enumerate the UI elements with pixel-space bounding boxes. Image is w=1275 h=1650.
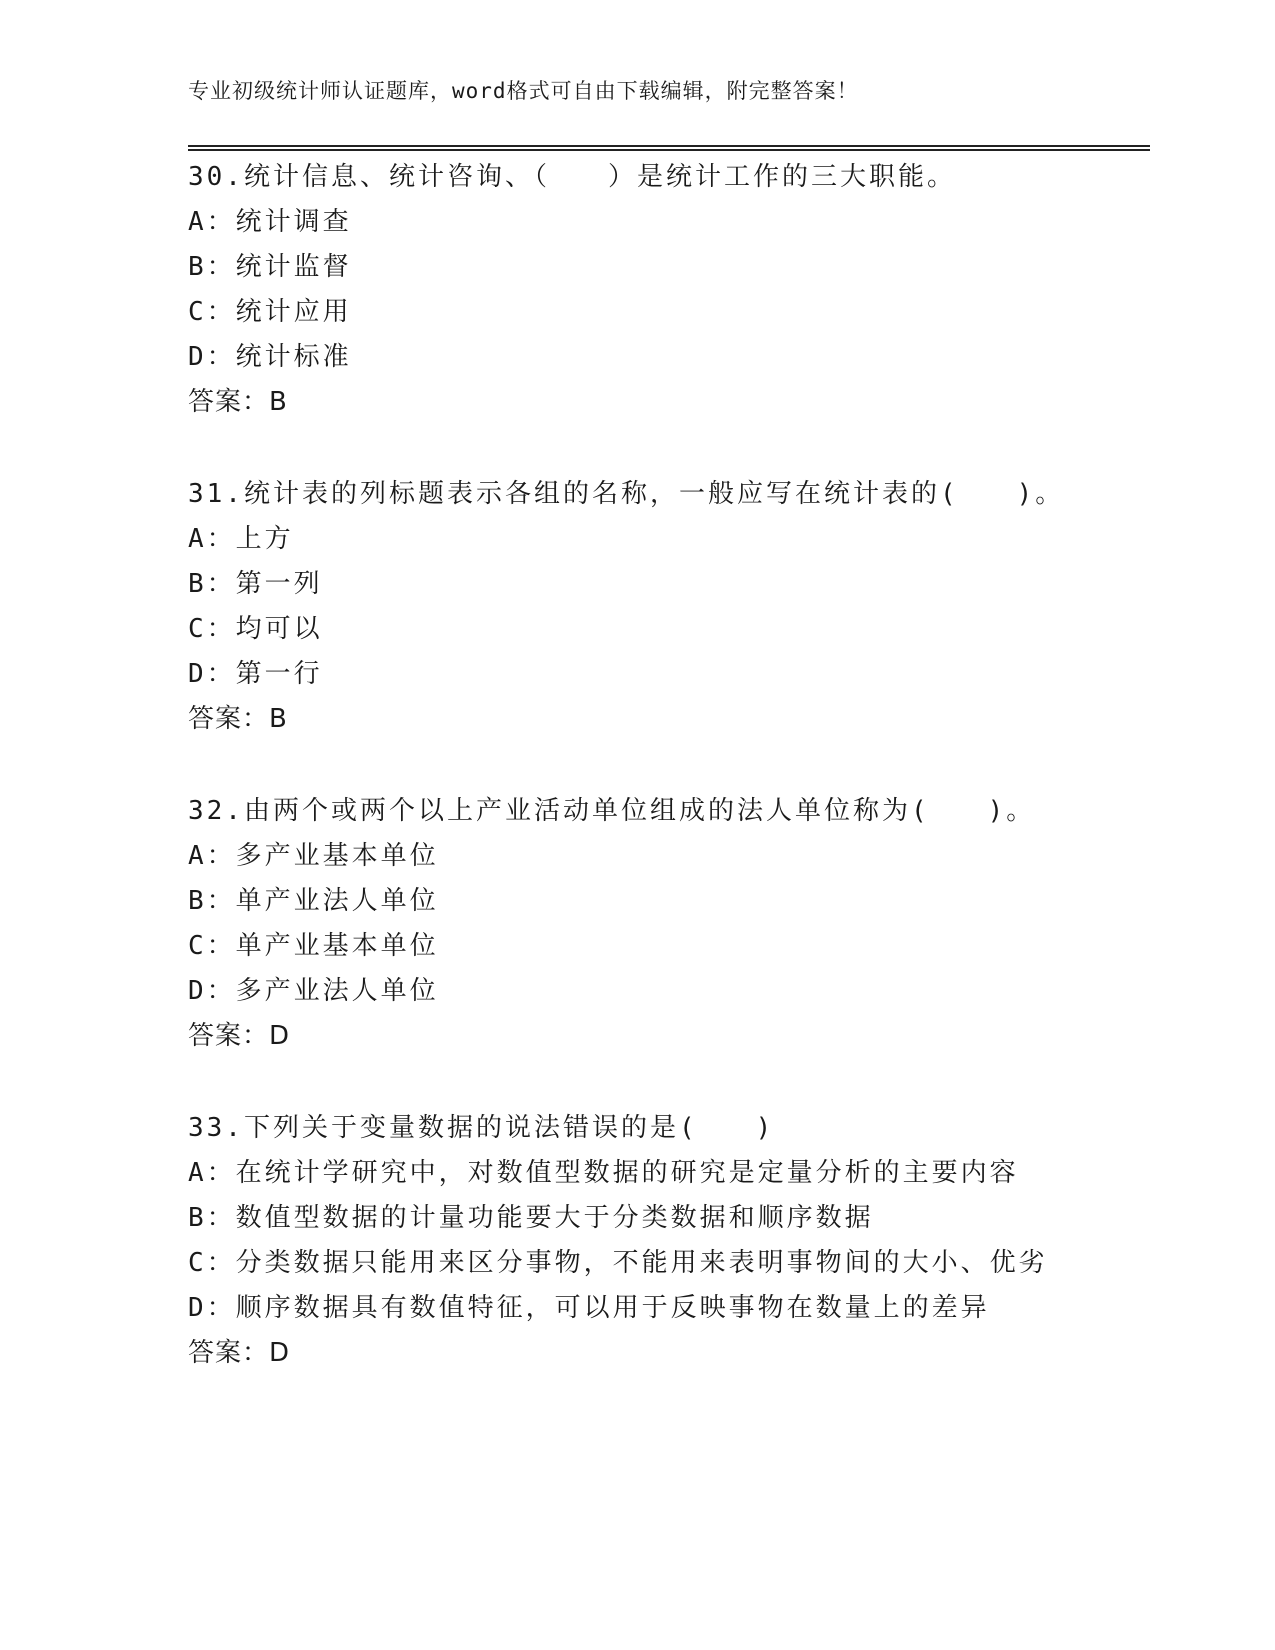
option-d: D：第一行 <box>188 659 323 689</box>
option-b: B：统计监督 <box>188 252 352 282</box>
option-b: B：数值型数据的计量功能要大于分类数据和顺序数据 <box>188 1203 874 1233</box>
option-a: A：在统计学研究中，对数值型数据的研究是定量分析的主要内容 <box>188 1158 1019 1188</box>
option-b: B：单产业法人单位 <box>188 886 439 916</box>
answer: 答案：B <box>188 387 288 417</box>
option-c: C：均可以 <box>188 614 323 644</box>
option-d: D：多产业法人单位 <box>188 976 439 1006</box>
question-stem: 31.统计表的列标题表示各组的名称，一般应写在统计表的( )。 <box>188 479 1065 509</box>
answer: 答案：D <box>188 1021 291 1051</box>
question-list <box>188 155 1148 1423</box>
question-32 <box>188 789 1148 1106</box>
question-31 <box>188 472 1148 789</box>
answer: 答案：D <box>188 1338 291 1368</box>
answer: 答案：B <box>188 704 288 734</box>
option-a: A：上方 <box>188 524 294 554</box>
option-d: D：顺序数据具有数值特征，可以用于反映事物在数量上的差异 <box>188 1293 990 1323</box>
question-30 <box>188 155 1148 472</box>
option-a: A：统计调查 <box>188 207 352 237</box>
question-stem: 32.由两个或两个以上产业活动单位组成的法人单位称为( )。 <box>188 796 1036 826</box>
option-d: D：统计标准 <box>188 342 352 372</box>
question-33 <box>188 1106 1148 1423</box>
question-stem: 30.统计信息、统计咨询、（ ）是统计工作的三大职能。 <box>188 162 956 192</box>
question-stem: 33.下列关于变量数据的说法错误的是( ) <box>188 1113 775 1143</box>
option-b: B：第一列 <box>188 569 323 599</box>
option-c: C：分类数据只能用来区分事物，不能用来表明事物间的大小、优劣 <box>188 1248 1048 1278</box>
page-header: 专业初级统计师认证题库，word格式可自由下载编辑，附完整答案！ <box>188 79 859 103</box>
option-a: A：多产业基本单位 <box>188 841 439 871</box>
header-divider <box>188 145 1150 151</box>
option-c: C：统计应用 <box>188 297 352 327</box>
option-c: C：单产业基本单位 <box>188 931 439 961</box>
